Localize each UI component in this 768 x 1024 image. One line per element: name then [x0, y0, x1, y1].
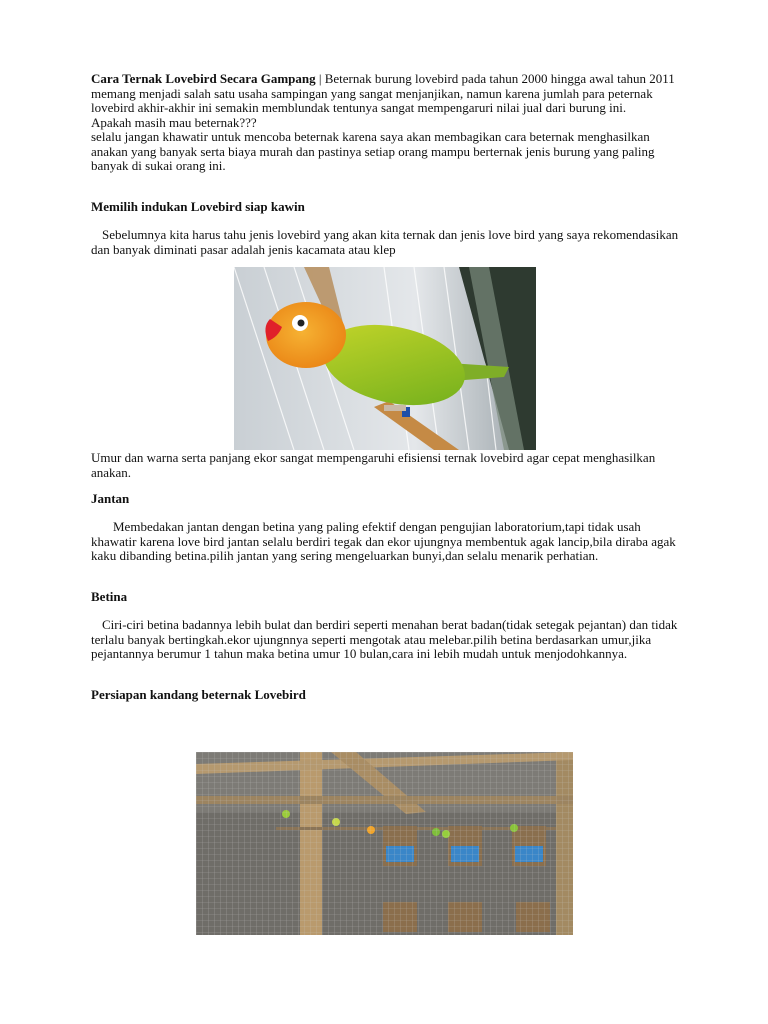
- intro-text-2: selalu jangan khawatir untuk mencoba beternak karena saya akan membagikan cara beternak menghasilkan anakan yang banyak serta biaya murah dan pastinya setiap orang mampu berternak jenis burung yang paling banyak di sukai orang ini.: [91, 129, 655, 173]
- intro-question: Apakah masih mau beternak???: [91, 114, 257, 130]
- section-heading-indukan: Memilih indukan Lovebird siap kawin: [91, 199, 305, 214]
- intro-text: Beternak burung lovebird pada tahun 2000 hingga awal tahun 2011 memang menjadi salah satu usaha sampingan yang sangat menjanjikan, namun karena jumlah para peternak lovebird akhir-akhir ini semakin memblundak tentunya sangat mempengaruri nilai jual dari burung ini.: [91, 71, 675, 115]
- breeding-cage-photo: [196, 752, 573, 935]
- title-separator: |: [315, 71, 325, 86]
- section-heading-betina: Betina: [91, 589, 128, 604]
- section-paragraph-jantan: Membedakan jantan dengan betina yang paling efektif dengan pengujian laboratorium,tapi tidak usah khawatir karena love bird jantan selalu berdiri tegak dan ekor ujungnya membentuk agak lancip,bila diraba agak kaku dibanding betina.pilih jantan yang sering mengeluarkan bunyi,dan selalu menarik perhatian.: [91, 519, 676, 563]
- photo-caption: Umur dan warna serta panjang ekor sangat mempengaruhi efisiensi ternak lovebird agar cepat menghasilkan anakan.: [91, 450, 656, 480]
- section-heading-jantan: Jantan: [91, 491, 130, 506]
- section-heading-kandang: Persiapan kandang beternak Lovebird: [91, 687, 306, 702]
- intro-paragraph: [91, 72, 681, 174]
- section-paragraph-indukan: Sebelumnya kita harus tahu jenis lovebird yang akan kita ternak dan jenis love bird yang saya rekomendasikan dan banyak diminati pasar adalah jenis kacamata atau klep: [91, 227, 679, 257]
- article-title: Cara Ternak Lovebird Secara Gampang: [91, 71, 316, 86]
- lovebird-photo: [234, 267, 536, 450]
- section-paragraph-betina: Ciri-ciri betina badannya lebih bulat dan berdiri seperti menahan berat badan(tidak setegak pejantan) dan tidak terlalu banyak bertingkah.ekor ujungnnya seperti mengotak atau melebar.pilih betina berdasarkan umur,jika pejantannya berumur 1 tahun maka betina umur 10 bulan,cara ini lebih mudah untuk menjodohkannya.: [91, 617, 678, 661]
